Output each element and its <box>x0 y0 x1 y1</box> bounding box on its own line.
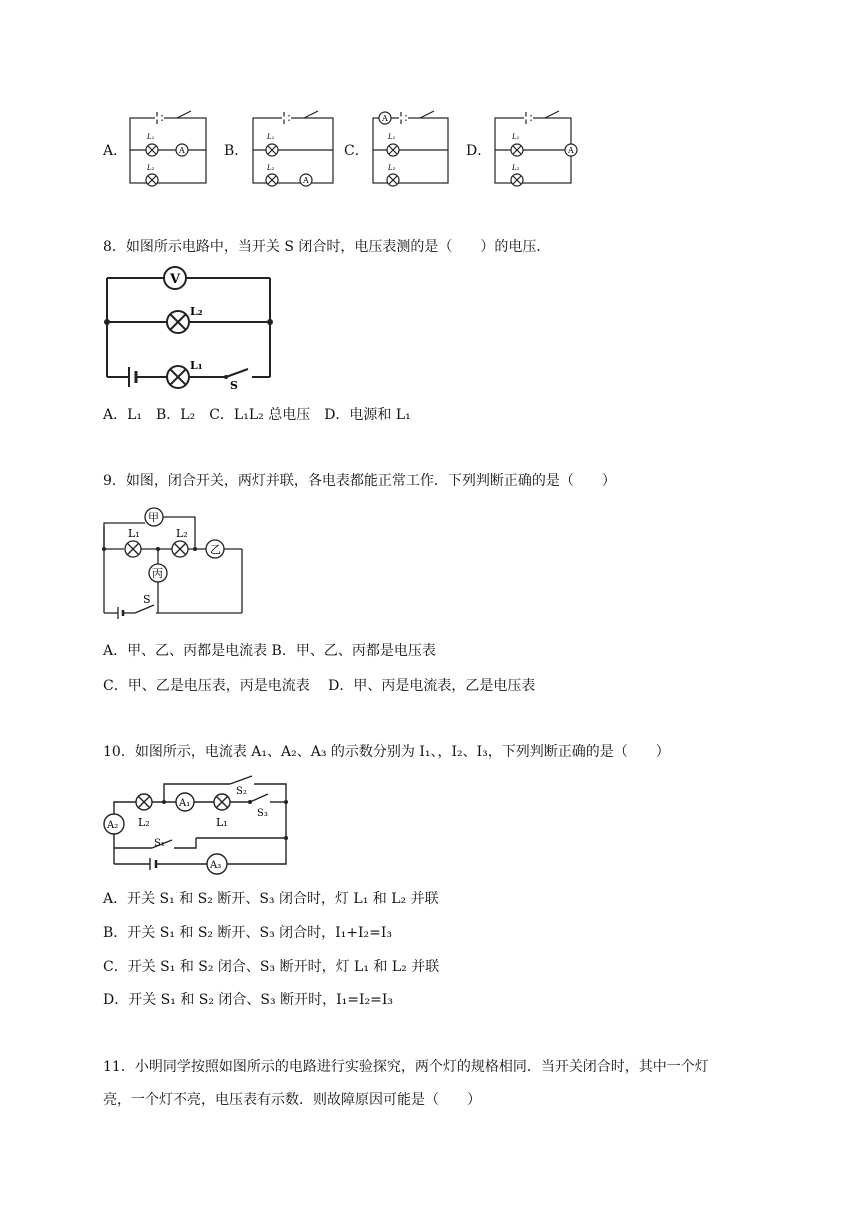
meter-jia-label: 甲 <box>148 511 159 524</box>
lamp-l2-label: L₂ <box>147 164 155 172</box>
lamp-l1-label: L₁ <box>216 816 228 829</box>
q10-option-d: D．开关 S₁ 和 S₂ 闭合、S₃ 断开时，I₁=I₂=I₃ <box>103 992 393 1008</box>
q10-option-a: A．开关 S₁ 和 S₂ 断开、S₃ 闭合时，灯 L₁ 和 L₂ 并联 <box>103 891 439 907</box>
q7-circuit-b <box>248 108 338 188</box>
q8-circuit-diagram <box>102 265 277 390</box>
lamp-l1-label: L₁ <box>267 133 275 141</box>
switch-s3-label: S₃ <box>257 808 268 819</box>
q9-options-ab: A．甲、乙、丙都是电流表 B．甲、乙、丙都是电压表 <box>103 643 436 659</box>
q7-option-a-label: A． <box>103 143 128 159</box>
q8-options: A．L₁ B．L₂ C．L₁L₂ 总电压 D．电源和 L₁ <box>103 407 411 423</box>
switch-s-label: S <box>143 593 151 606</box>
lamp-l2-label: L₂ <box>138 816 150 829</box>
ammeter-label: A <box>179 146 185 155</box>
lamp-l1-label: L₁ <box>147 133 155 141</box>
voltmeter-label: V <box>170 272 181 287</box>
q9-options-cd: C．甲、乙是电压表，丙是电流表 D．甲、丙是电流表，乙是电压表 <box>103 678 536 694</box>
q7-circuit-d <box>490 108 580 188</box>
ammeter-a2-label: A₂ <box>107 820 119 831</box>
lamp-l1-label: L₁ <box>128 527 140 540</box>
lamp-l2-label: L₂ <box>512 164 520 172</box>
lamp-l1-label: L₁ <box>388 133 396 141</box>
meter-bing-label: 丙 <box>152 567 163 580</box>
switch-s1-label: S₁ <box>154 838 165 849</box>
ammeter-label: A <box>382 114 388 123</box>
ammeter-label: A <box>303 176 309 185</box>
q7-circuit-a <box>125 108 215 188</box>
q10-stem: 10．如图所示，电流表 A₁、A₂、A₃ 的示数分别为 I₁、，I₂、I₃，下列判断正确的是（ ） <box>103 744 670 760</box>
q10-option-c: C．开关 S₁ 和 S₂ 闭合、S₃ 断开时，灯 L₁ 和 L₂ 并联 <box>103 959 440 975</box>
q10-circuit-diagram <box>102 772 297 877</box>
meter-yi-label: 乙 <box>210 543 221 556</box>
lamp-l2-label: L₂ <box>388 164 396 172</box>
q8-stem: 8．如图所示电路中，当开关 S 闭合时，电压表测的是（ ）的电压． <box>103 239 551 255</box>
lamp-l2-label: L₂ <box>267 164 275 172</box>
ammeter-a3-label: A₃ <box>210 860 222 871</box>
q7-circuit-c <box>368 108 458 188</box>
switch-s-label: S <box>230 379 238 392</box>
q7-option-d-label: D． <box>466 143 492 159</box>
q9-circuit-diagram <box>100 505 245 620</box>
q9-stem: 9．如图，闭合开关，两灯并联，各电表都能正常工作．下列判断正确的是（ ） <box>103 473 616 489</box>
q11-stem-line2: 亮，一个灯不亮，电压表有示数．则故障原因可能是（ ） <box>103 1092 481 1108</box>
ammeter-label: A <box>568 146 574 155</box>
ammeter-a1-label: A₁ <box>179 798 191 809</box>
switch-s2-label: S₂ <box>236 786 247 797</box>
lamp-l2-label: L₂ <box>176 527 188 540</box>
q7-option-c-label: C． <box>344 143 369 159</box>
lamp-l1-label: L₁ <box>512 133 520 141</box>
lamp-l2-label: L₂ <box>190 305 203 318</box>
q7-option-b-label: B． <box>224 143 249 159</box>
lamp-l1-label: L₁ <box>190 359 203 372</box>
q11-stem-line1: 11．小明同学按照如图所示的电路进行实验探究，两个灯的规格相同．当开关闭合时，其中一个灯 <box>103 1059 709 1075</box>
q10-option-b: B．开关 S₁ 和 S₂ 断开、S₃ 闭合时，I₁+I₂=I₃ <box>103 925 393 941</box>
